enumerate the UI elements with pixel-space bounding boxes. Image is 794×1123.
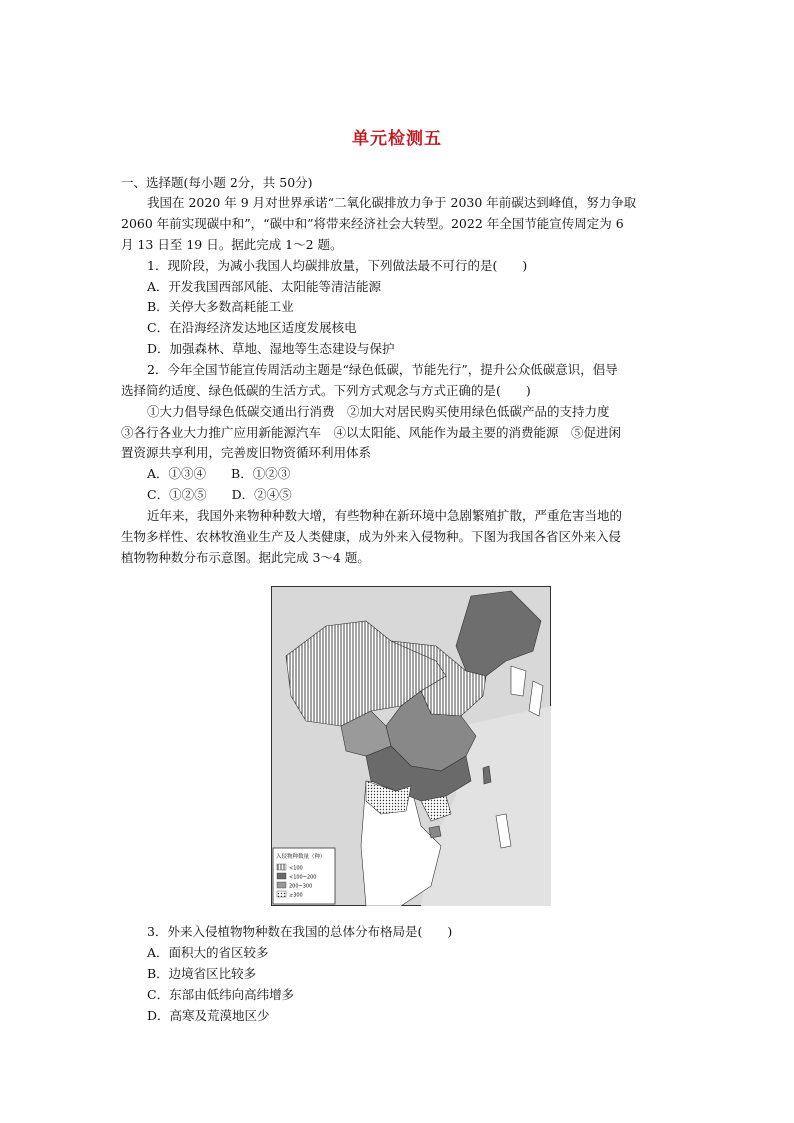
question-2-statement: 置资源共享利用，完善废旧物资循环利用体系 xyxy=(121,445,372,460)
legend-swatch-3 xyxy=(277,882,286,888)
section-heading: 一、选择题(每小题 2分，共 50分) xyxy=(121,175,313,190)
question-2-statement: ①大力倡导绿色低碳交通出行消费 ②加大对居民购买使用绿色低碳产品的支持力度 xyxy=(147,404,610,419)
island-hainan xyxy=(429,826,441,838)
legend-swatch-4 xyxy=(277,891,286,897)
legend-label-3: 200~300 xyxy=(289,883,313,890)
question-2-options-row: A．①③④ B．①②③ xyxy=(147,466,291,481)
legend-label-4: ≥300 xyxy=(289,892,303,899)
invasive-species-map xyxy=(271,586,551,906)
question-3-option-d: D．高寒及荒漠地区少 xyxy=(147,1008,270,1023)
question-2-stem: 选择简约适度、绿色低碳的生活方式。下列方式观念与方式正确的是( ) xyxy=(121,383,531,398)
passage1-line: 我国在 2020 年 9 月对世界承诺“二氧化碳排放力争于 2030 年前碳达到峰值，努力争取 xyxy=(147,195,637,210)
question-3-option-b: B．边境省区比较多 xyxy=(147,966,257,981)
passage2-line: 植物物种数分布示意图。据此完成 3～4 题。 xyxy=(121,550,370,565)
legend-swatch-1 xyxy=(277,864,286,870)
map-legend-title: 入侵物种数量（种） xyxy=(276,854,326,860)
question-2-options-row: C．①②⑤ D．②④⑤ xyxy=(147,487,292,502)
question-3-stem: 3．外来入侵植物物种数在我国的总体分布格局是( ) xyxy=(147,924,453,939)
page-title: 单元检测五 xyxy=(352,129,442,149)
question-1-stem: 1．现阶段，为减小我国人均碳排放量，下列做法最不可行的是( ) xyxy=(147,258,528,273)
passage2-line: 生物多样性、农林牧渔业生产及人类健康，成为外来入侵物种。下图为我国各省区外来入侵 xyxy=(121,529,622,544)
legend-swatch-2 xyxy=(277,873,286,879)
question-1-option-c: C．在沿海经济发达地区适度发展核电 xyxy=(147,320,357,335)
question-1-option-d: D．加强森林、草地、湿地等生态建设与保护 xyxy=(147,341,395,356)
korea-peninsula xyxy=(511,666,526,696)
question-2-statement: ③各行各业大力推广应用新能源汽车 ④以太阳能、风能作为最主要的消费能源 ⑤促进闲 xyxy=(121,425,622,440)
legend-label-1: <100 xyxy=(289,865,303,872)
passage1-line: 月 13 日至 19 日。据此完成 1～2 题。 xyxy=(121,237,343,252)
question-2-stem: 2．今年全国节能宣传周活动主题是“绿色低碳，节能先行”，提升公众低碳意识，倡导 xyxy=(147,362,618,377)
question-3-option-a: A．面积大的省区较多 xyxy=(147,945,269,960)
question-3-option-c: C．东部由低纬向高纬增多 xyxy=(147,987,295,1002)
passage1-line: 2060 年前实现碳中和”，“碳中和”将带来经济社会大转型。2022 年全国节能宣传周定为 6 xyxy=(121,216,624,231)
question-1-option-a: A．开发我国西部风能、太阳能等清洁能源 xyxy=(147,279,382,294)
question-1-option-b: B．关停大多数高耗能工业 xyxy=(147,299,294,314)
legend-label-2: <100~200 xyxy=(289,874,317,881)
passage2-line: 近年来，我国外来物种种数大增，有些物种在新环境中急剧繁殖扩散，严重危害当地的 xyxy=(147,508,623,523)
